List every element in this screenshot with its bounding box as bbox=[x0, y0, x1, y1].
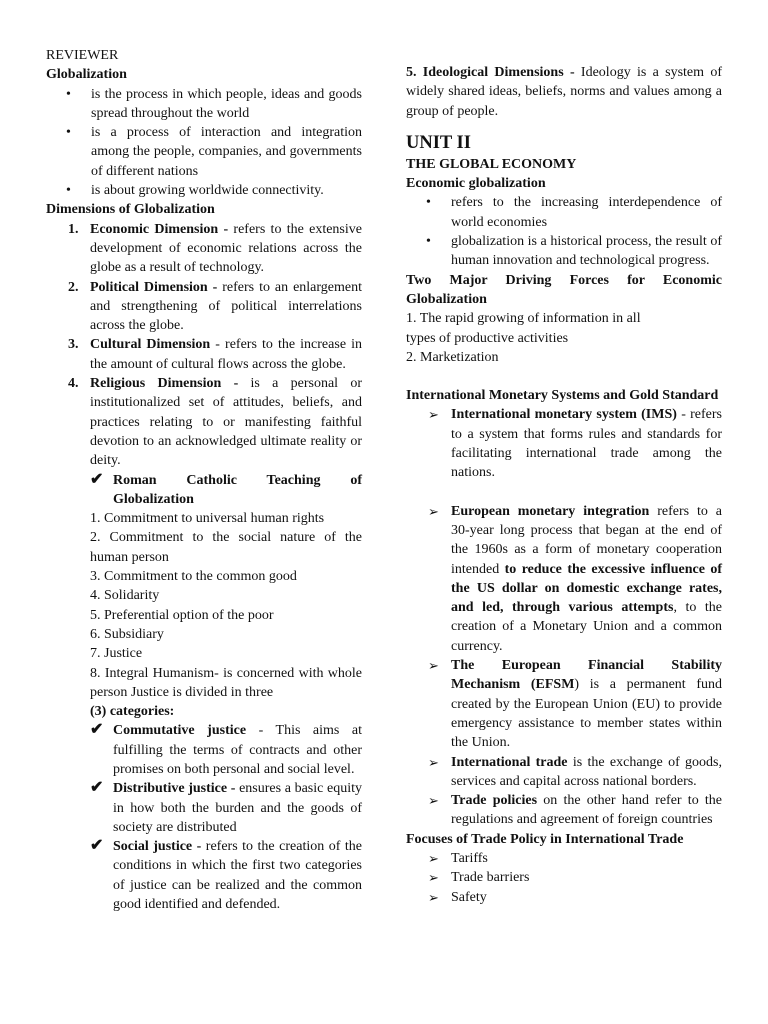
list-item: • is the process in which people, ideas and goods spread throughout the world bbox=[66, 86, 362, 121]
list-item: • refers to the increasing interdependence of world economies bbox=[426, 195, 722, 230]
list-item: • globalization is a historical process, the result of human innovation and technological progress. bbox=[426, 234, 722, 269]
focuses-heading: Focuses of Trade Policy in International Trade bbox=[406, 831, 684, 847]
dimensions-heading: Dimensions of Globalization bbox=[46, 202, 215, 218]
arrow-icon: ➢ bbox=[428, 870, 439, 886]
arrow-icon: ➢ bbox=[428, 658, 439, 674]
global-economy-heading: THE GLOBAL ECONOMY bbox=[406, 156, 577, 172]
list-item: 2. Marketization bbox=[406, 349, 499, 365]
list-item: ➢ International monetary system (IMS) - refers to a system that forms rules and standards for facilitating international trade among the nations. bbox=[428, 407, 722, 481]
list-item: 1. Economic Dimension - refers to the extensive development of economic relations across the globe as a result of technology. bbox=[68, 221, 362, 276]
arrow-icon: ➢ bbox=[428, 407, 439, 423]
bullet-icon: • bbox=[66, 125, 71, 141]
list-item: ➢ European monetary integration refers to a 30-year long process that began at the end of the 1960s as a form of monetary cooperation intended to reduce the excessive influence of the US dollar on domestic exchange rates, and led, through various attempts, to the creation of a Monetary Union and a common currency. bbox=[428, 503, 723, 654]
list-item: ➢ Trade barriers bbox=[406, 868, 722, 887]
list-item: 2. Political Dimension - refers to an enlargement and strengthening of political interrelations across the globe. bbox=[68, 279, 362, 334]
list-item: 7. Justice bbox=[90, 646, 143, 662]
list-item: ➢ International trade is the exchange of goods, services and capital across national borders. bbox=[428, 754, 722, 789]
list-item: 8. Integral Humanism- is concerned with whole person Justice is divided in three bbox=[90, 665, 362, 700]
list-item: ➢ Safety bbox=[406, 888, 722, 907]
list-item: ✔ Distributive justice - ensures a basic equity in how both the burden and the goods of society are distributed bbox=[90, 779, 362, 835]
unit-heading: UNIT II bbox=[406, 132, 471, 153]
driving-forces-heading: Two Major Driving Forces for Economic Globalization bbox=[406, 272, 722, 307]
list-item: 3. Cultural Dimension - refers to the increase in the amount of cultural flows across the globe. bbox=[68, 337, 363, 372]
check-icon: ✔ bbox=[90, 721, 104, 739]
list-item: • is about growing worldwide connectivity. bbox=[46, 181, 362, 200]
check-icon: ✔ bbox=[90, 837, 104, 855]
list-item: 1. The rapid growing of information in all bbox=[406, 311, 641, 327]
list-item: 4. Solidarity bbox=[90, 588, 160, 604]
list-item: 3. Commitment to the common good bbox=[90, 569, 297, 585]
list-item: 2. Commitment to the social nature of the human person bbox=[90, 530, 362, 565]
list-item: 1. Commitment to universal human rights bbox=[90, 511, 325, 527]
bullet-icon: • bbox=[66, 86, 71, 102]
categories-label: (3) categories: bbox=[90, 704, 175, 720]
right-column bbox=[406, 63, 722, 907]
list-item: ✔ Social justice - refers to the creation of the conditions in which the first two categories of justice can be realized and the common good identified and defended. bbox=[90, 837, 362, 913]
list-item: types of productive activities bbox=[406, 330, 569, 346]
ideological-dimension: 5. Ideological Dimensions - Ideology is a system of widely shared ideas, beliefs, norms and values among a group of people. bbox=[406, 65, 722, 119]
list-item: 5. Preferential option of the poor bbox=[90, 607, 274, 623]
bullet-icon: • bbox=[426, 234, 431, 250]
bullet-icon: • bbox=[66, 183, 71, 199]
arrow-icon: ➢ bbox=[428, 754, 439, 770]
arrow-icon: ➢ bbox=[428, 850, 439, 866]
check-icon: ✔ bbox=[90, 470, 104, 488]
list-item: ➢ The European Financial Stability Mechanism (EFSM) is a permanent fund created by the European Union (EU) to provide emergency assistance to member states within the Union. bbox=[428, 658, 722, 751]
list-item: • is a process of interaction and integration among the people, companies, and governments of different nations bbox=[66, 125, 362, 179]
list-item: ✔ Commutative justice - This aims at fulfilling the terms of contracts and other promises on both personal and social level. bbox=[90, 721, 363, 777]
list-item: ➢ Tariffs bbox=[406, 849, 722, 868]
check-icon: ✔ bbox=[90, 779, 104, 797]
roman-catholic-heading: ✔ Roman Catholic Teaching of Globalization bbox=[90, 470, 362, 507]
economic-globalization-heading: Economic globalization bbox=[406, 176, 546, 192]
left-column bbox=[46, 46, 362, 914]
arrow-icon: ➢ bbox=[428, 793, 439, 809]
reviewer-title: REVIEWER bbox=[46, 48, 119, 63]
list-item: ➢ Trade policies on the other hand refer to the regulations and agreement of foreign countries bbox=[428, 793, 723, 828]
arrow-icon: ➢ bbox=[428, 503, 439, 519]
list-item: 6. Subsidiary bbox=[90, 626, 164, 642]
list-item: 4. Religious Dimension - is a personal or institutionalized set of attitudes, beliefs, and practices relating to or manifesting faithful devotion to an acknowledged ultimate reality or deity. bbox=[68, 376, 362, 469]
ims-heading: International Monetary Systems and Gold Standard bbox=[406, 388, 719, 404]
arrow-icon: ➢ bbox=[428, 889, 439, 905]
globalization-heading: Globalization bbox=[46, 67, 127, 83]
bullet-icon: • bbox=[426, 195, 431, 211]
